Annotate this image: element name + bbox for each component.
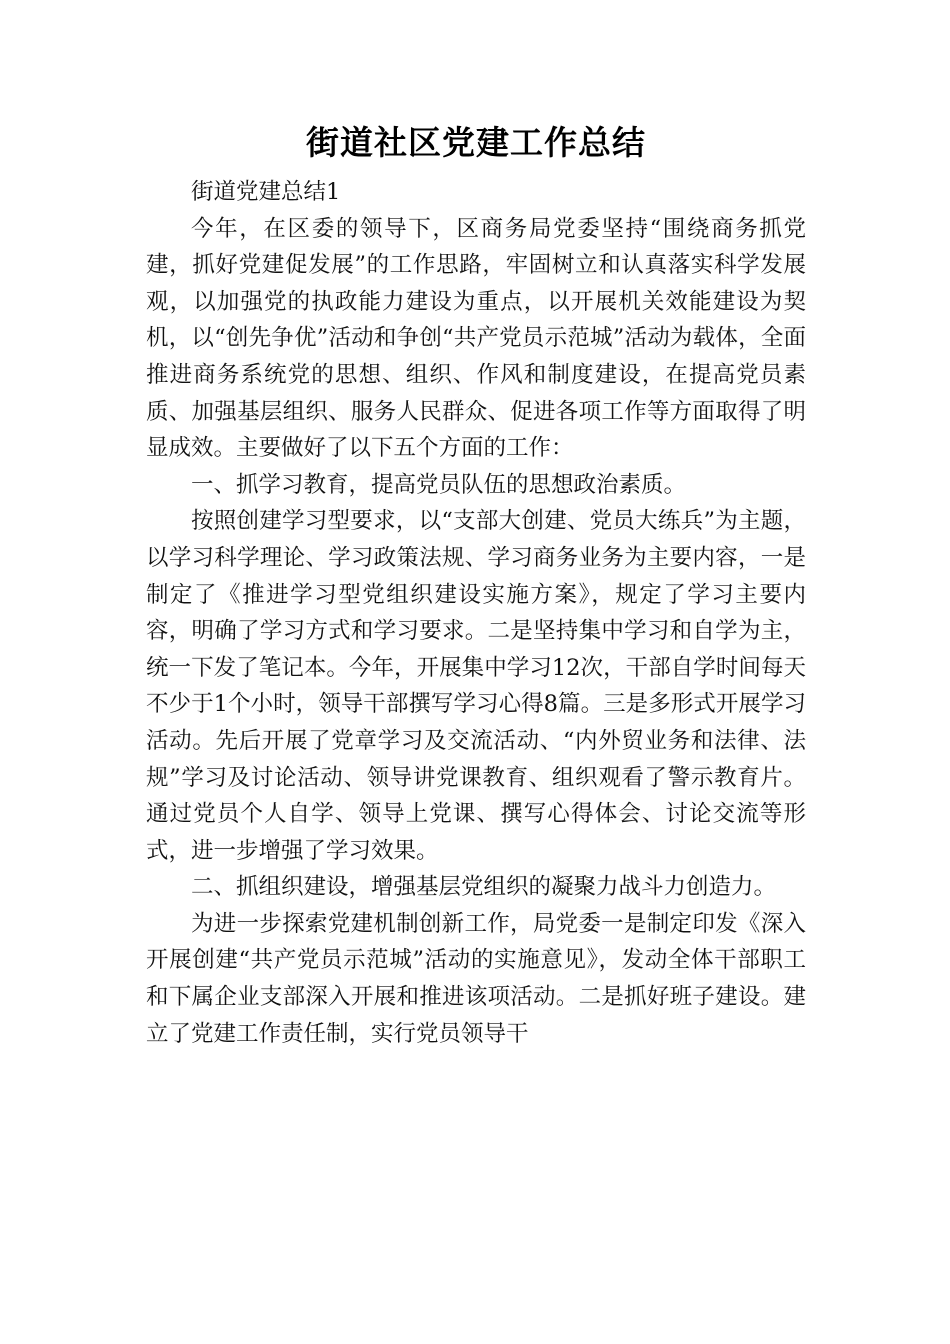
section-heading-organization: 二、抓组织建设，增强基层党组织的凝聚力战斗力创造力。 <box>191 874 777 901</box>
section-heading-study: 一、抓学习教育，提高党员队伍的思想政治素质。 <box>191 471 687 498</box>
intro-paragraph: 今年，在区委的领导下，区商务局党委坚持“围绕商务抓党建，抓好党建促发展”的工作思路，牢固树立和认真落实科学发展观，以加强党的执政能力建设为重点，以开展机关效能建设为契机，以“创先争优”活动和争创“共产党员示范城”活动为载体，全面推进商务系统党的思想、组织、作风和制度建设，在提高党员素质、加强基层组织、服务人民群众、促进各项工作等方面取得了明显成效。主要做好了以下五个方面的工作： <box>146 215 806 462</box>
subtitle-paragraph: 街道党建总结1 <box>191 179 341 205</box>
document-title: 街道社区党建工作总结 <box>306 123 646 162</box>
study-paragraph: 按照创建学习型要求，以“支部大创建、党员大练兵”为主题，以学习科学理论、学习政策法规、学习商务业务为主要内容，一是制定了《推进学习型党组织建设实施方案》，规定了学习主要内容，明确了学习方式和学习要求。二是坚持集中学习和自学为主，统一下发了笔记本。今年，开展集中学习12次，干部自学时间每天不少于1个小时，领导干部撰写学习心得8篇。三是多形式开展学习活动。先后开展了党章学习及交流活动、“内外贸业务和法律、法规”学习及讨论活动、领导讲党课教育、组织观看了警示教育片。通过党员个人自学、领导上党课、撰写心得体会、讨论交流等形式，进一步增强了学习效果。 <box>146 508 806 864</box>
document-page <box>146 112 806 1052</box>
organization-paragraph: 为进一步探索党建机制创新工作，局党委一是制定印发《深入开展创建“共产党员示范城”活动的实施意见》，发动全体干部职工和下属企业支部深入开展和推进该项活动。二是抓好班子建设。建立了党建工作责任制，实行党员领导干 <box>146 910 806 1047</box>
